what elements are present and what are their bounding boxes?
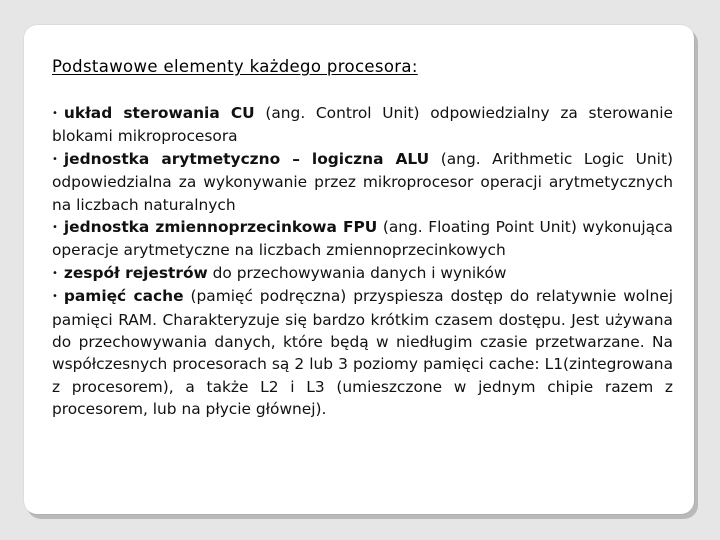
item-description: (ang. Floating Point Unit) wykonująca operacje arytmetyczne na liczbach zmiennoprzecinkowych: [52, 218, 673, 260]
bullet-icon: •: [52, 291, 58, 303]
list-item-cache: [52, 285, 673, 420]
item-description: (ang. Arithmetic Logic Unit) odpowiedzialna za wykonywanie przez mikroprocesor operacji arytmetycznych na liczbach naturalnych: [52, 149, 673, 214]
list-item-fpu: [52, 216, 673, 262]
item-description: (pamięć podręczna) przyspiesza dostęp do relatywnie wolnej pamięci RAM. Charakteryzuje się bardzo krótkim czasem dostępu. Jest używana do przechowywania danych, które będą w niedługim czasie przetwarzane. Na współczesnych procesorach są 2 lub 3 poziomy pamięci cache: L1(zintegrowana z procesorem), a także L2 i L3 (umieszczone w jednym chipie razem z procesorem, lub na płycie głównej).: [52, 287, 673, 419]
list-item-cu: [52, 102, 673, 148]
item-description: (ang. Control Unit) odpowiedzialny za sterowanie blokami mikroprocesora: [52, 104, 673, 146]
item-description: do przechowywania danych i wyników: [207, 263, 507, 282]
item-term: zespół rejestrów: [63, 263, 208, 282]
bullet-icon: •: [52, 153, 58, 165]
bullet-icon: •: [52, 222, 58, 234]
bullet-icon: •: [52, 108, 58, 119]
bullet-icon: •: [52, 267, 58, 279]
list-item-registers: [52, 262, 673, 285]
slide: [24, 25, 694, 514]
item-term: jednostka arytmetyczno – logiczna ALU: [63, 149, 430, 168]
slide-title: Podstawowe elementy każdego procesora:: [52, 57, 418, 76]
item-term: pamięć cache: [63, 287, 184, 306]
slide-content: [52, 102, 673, 421]
item-term: układ sterowania CU: [63, 104, 255, 122]
item-term: jednostka zmiennoprzecinkowa FPU: [63, 218, 378, 237]
list-item-alu: [52, 148, 673, 216]
